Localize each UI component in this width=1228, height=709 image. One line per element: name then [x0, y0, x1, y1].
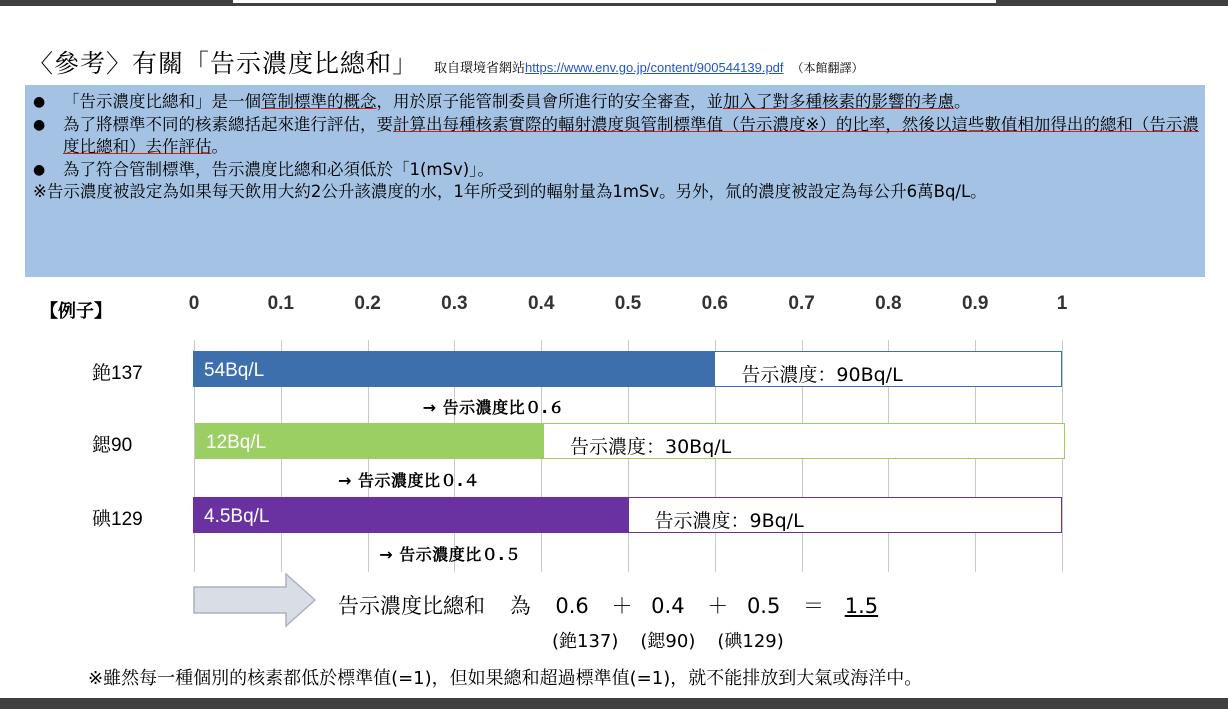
source-prefix: 取自環境省網站 — [434, 61, 526, 76]
b3-text: 為了符合管制標準，告示濃度比總和必須低於「1(mSv)」。 — [63, 159, 494, 179]
summary-isotopes — [552, 627, 806, 653]
bullet-icon: ● — [33, 116, 46, 133]
summary-is: 為 — [509, 594, 531, 618]
example-label: 【例子】 — [40, 301, 112, 322]
top-bar-highlight — [233, 0, 996, 3]
measured-value: 12Bq/L — [206, 432, 267, 453]
source-link[interactable]: https://www.env.go.jp/content/900544139.pdf — [525, 60, 784, 75]
axis-tick-label: 0.8 — [875, 293, 902, 314]
ratio-text: → 告示濃度比０.５ — [379, 545, 522, 564]
standard-value: 告示濃度：90Bq/L — [741, 364, 903, 386]
b1-text-b: ，用於原子能管制委員會所進行的安全審查，並 — [376, 92, 723, 111]
summary-v3: 0.5 — [746, 594, 781, 618]
bottom-bar — [0, 698, 1228, 709]
axis-tick-label: 0.4 — [527, 293, 555, 314]
measured-value: 54Bq/L — [204, 360, 265, 381]
bullet-icon: ● — [33, 161, 46, 178]
header — [28, 44, 864, 78]
axis-tick-label: 0.3 — [441, 293, 468, 314]
b1-underline-1: 管制標準的概念 — [261, 92, 377, 111]
summary-name-1: (銫137) — [552, 631, 619, 652]
info-note: ※告示濃度被設定為如果每天飲用大約2公升該濃度的水，1年所受到的輻射量為1mSv。另外，氚的濃度被設定為每公升6萬Bq/L。 — [33, 182, 987, 201]
footnote: ※雖然每一種個別的核素都低於標準值(=1)，但如果總和超過標準值(=1)，就不能排放到大氣或海洋中。 — [88, 668, 923, 689]
equals-sign: ＝ — [803, 594, 825, 618]
b2-underline-1: 計算出每種核素實際的輻射濃度與管制標準值（告示濃度※）的比率，然後以這些數值相加得出的總和（告示濃度比總和）去作評估 — [63, 114, 1199, 156]
summary-v2: 0.4 — [651, 594, 685, 618]
source-line — [434, 57, 864, 76]
b1-underline-2: 加入了對多種核素的影響的考慮 — [723, 92, 954, 111]
b2-text-c: 。 — [211, 137, 228, 156]
standard-bar — [195, 423, 1065, 459]
isotope-label: 鍶90 — [92, 435, 133, 456]
summary-label: 告示濃度比總和 — [338, 594, 485, 618]
isotope-label: 銫137 — [92, 363, 143, 384]
page-title: 〈參考〉有關「告示濃度比總和」 — [28, 49, 419, 78]
info-bullet-1 — [33, 91, 1199, 114]
info-bullet-3 — [33, 159, 1199, 182]
axis-tick-label: 0.2 — [354, 293, 381, 314]
axis-tick-label: 0 — [188, 293, 200, 314]
b1-text-c: 。 — [954, 92, 971, 111]
standard-value: 告示濃度：9Bq/L — [654, 510, 804, 532]
b2-text-a: 為了將標準不同的核素總括起來進行評估，要 — [63, 114, 393, 134]
bullet-icon: ● — [33, 94, 46, 110]
axis-tick-label: 0.7 — [788, 293, 815, 314]
top-bar — [0, 0, 1228, 6]
plus-sign: ＋ — [611, 594, 633, 618]
right-arrow-icon — [193, 572, 318, 628]
plus-sign: ＋ — [707, 594, 729, 618]
summary-name-3: (碘129) — [717, 631, 784, 652]
axis-tick-label: 0.9 — [961, 293, 989, 314]
summary-equation — [338, 590, 878, 620]
summary-v1: 0.6 — [555, 594, 589, 618]
info-box — [25, 85, 1205, 277]
axis-tick-label: 0.6 — [701, 293, 729, 314]
measured-value: 4.5Bq/L — [204, 506, 270, 527]
standard-bar — [193, 351, 1062, 387]
ratio-bar — [194, 352, 715, 386]
summary-total: 1.5 — [844, 594, 879, 618]
source-note: （本館翻譯） — [791, 61, 864, 75]
ratio-text: → 告示濃度比０.６ — [422, 398, 565, 417]
b1-text-a: 「告示濃度比總和」是一個 — [63, 92, 261, 111]
axis-tick-label: 1 — [1056, 293, 1068, 314]
standard-value: 告示濃度：30Bq/L — [570, 436, 732, 458]
axis-tick-label: 0.5 — [614, 293, 642, 314]
info-bullet-2 — [33, 114, 1199, 159]
axis-tick-label: 0.1 — [267, 293, 295, 314]
isotope-label: 碘129 — [92, 509, 143, 530]
standard-bar — [193, 497, 1062, 533]
ratio-text: → 告示濃度比０.４ — [337, 471, 481, 490]
summary-name-2: (鍶90) — [640, 631, 696, 652]
